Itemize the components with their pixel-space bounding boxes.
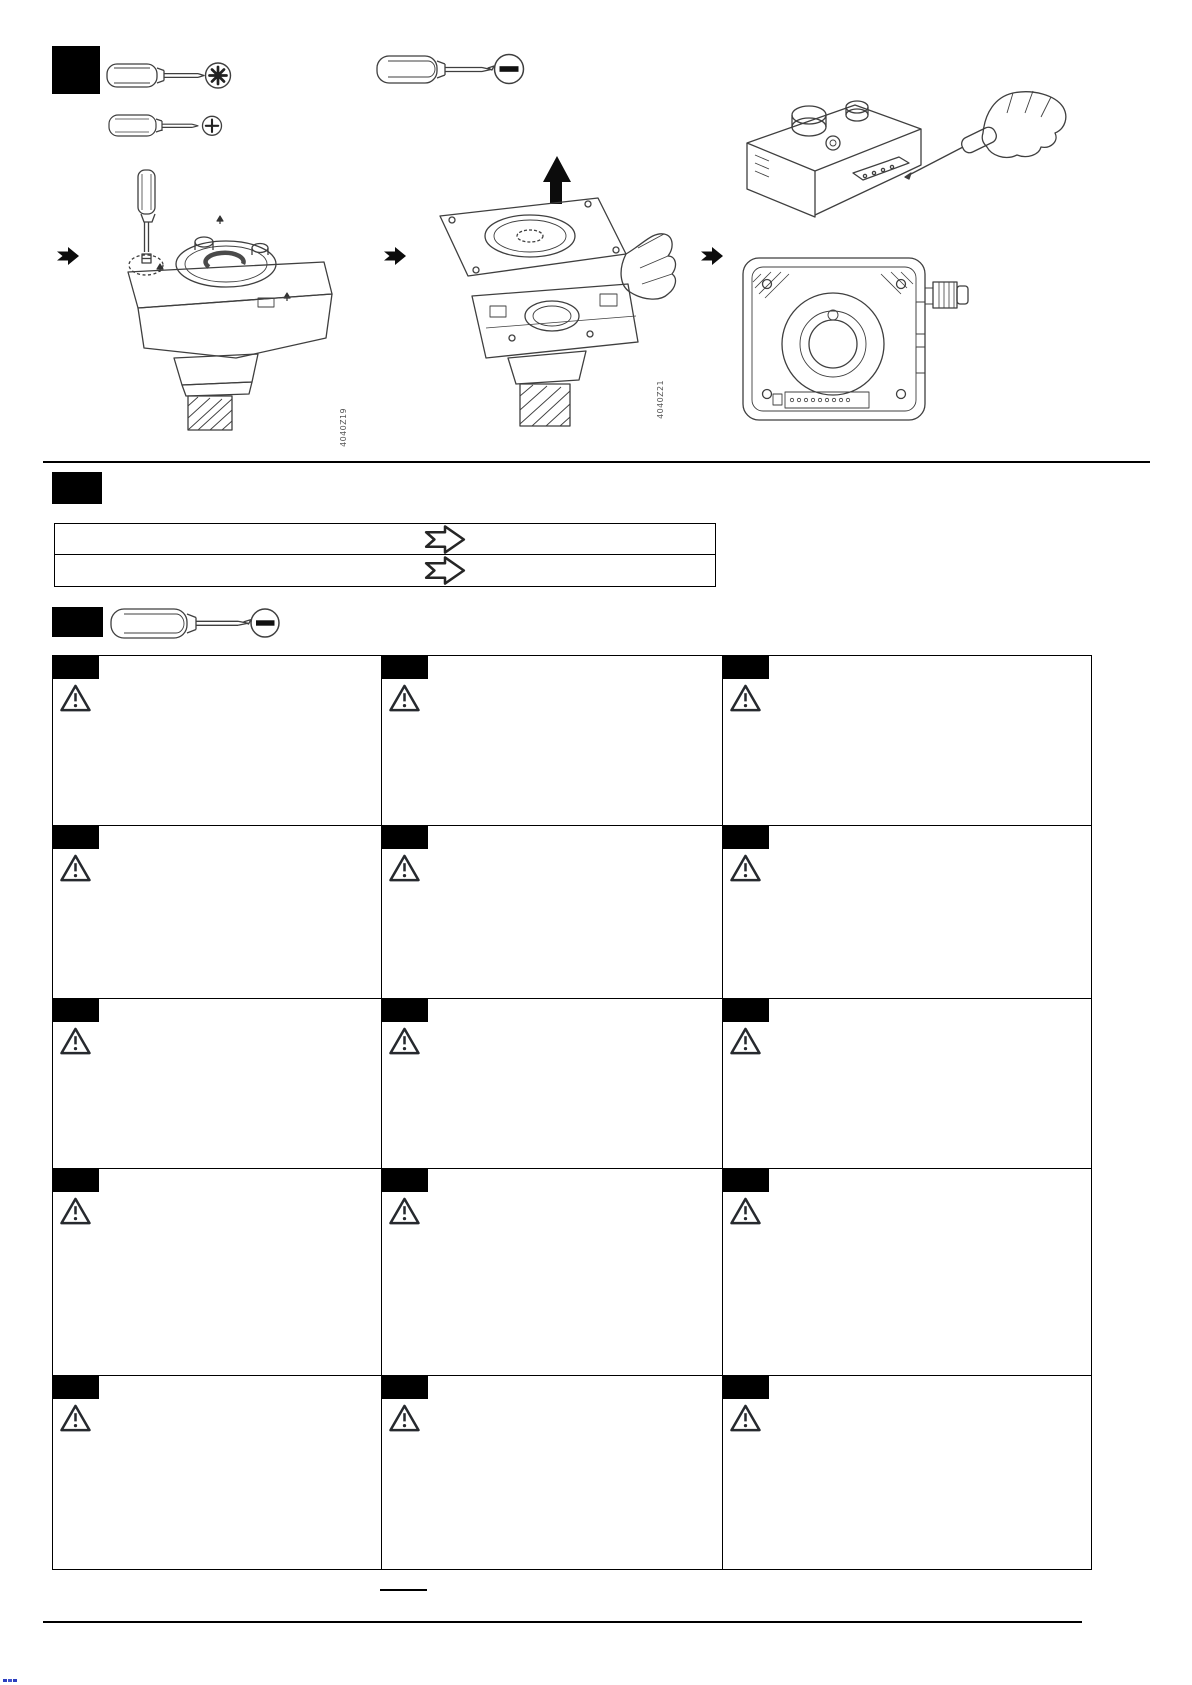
black-step-box	[52, 472, 102, 504]
black-label-box	[723, 1169, 769, 1192]
warning-triangle-icon	[730, 1197, 761, 1225]
warning-cell	[723, 1376, 1091, 1569]
procedure-arrow-table	[54, 523, 716, 587]
warning-cell	[53, 1376, 382, 1569]
warning-cell	[382, 826, 723, 999]
warning-triangle-icon	[730, 1027, 761, 1055]
black-label-box	[53, 656, 99, 679]
black-step-box	[52, 607, 103, 637]
phillips-screwdriver-icon	[108, 110, 226, 142]
black-label-box	[382, 1169, 428, 1192]
footer-rule	[43, 1621, 1082, 1623]
black-label-box	[382, 1376, 428, 1399]
pozidriv-screwdriver-icon	[106, 56, 236, 96]
footnote-rule	[380, 1589, 427, 1591]
black-label-box	[53, 1169, 99, 1192]
warning-triangle-icon	[60, 1404, 91, 1432]
warning-cell	[382, 999, 723, 1169]
warning-triangle-icon	[60, 1197, 91, 1225]
figure-housing-base-illustration	[733, 252, 983, 427]
black-label-box	[723, 826, 769, 849]
warning-triangle-icon	[389, 684, 420, 712]
figure-lift-cover-illustration	[428, 148, 678, 433]
figure-wiring-illustration	[733, 85, 1073, 240]
procedure-row	[55, 555, 715, 586]
warning-triangle-icon	[389, 854, 420, 882]
black-label-box	[382, 999, 428, 1022]
warning-table	[52, 655, 1092, 1570]
right-arrow-bullet-icon	[56, 246, 80, 266]
warning-triangle-icon	[60, 854, 91, 882]
hollow-chevron-right-arrow-icon	[424, 525, 466, 554]
warning-cell	[382, 1169, 723, 1376]
warning-cell	[723, 826, 1091, 999]
warning-triangle-icon	[730, 684, 761, 712]
warning-triangle-icon	[389, 1197, 420, 1225]
slotted-screwdriver-icon	[376, 50, 528, 88]
black-label-box	[382, 826, 428, 849]
black-step-box	[52, 46, 100, 94]
black-label-box	[723, 1376, 769, 1399]
warning-triangle-icon	[60, 1027, 91, 1055]
procedure-row	[55, 524, 715, 555]
warning-cell	[53, 656, 382, 826]
black-label-box	[723, 656, 769, 679]
warning-triangle-icon	[389, 1027, 420, 1055]
warning-triangle-icon	[60, 684, 91, 712]
right-arrow-bullet-icon	[383, 246, 407, 266]
warning-triangle-icon	[389, 1404, 420, 1432]
warning-cell	[53, 999, 382, 1169]
right-arrow-bullet-icon	[700, 246, 724, 266]
section-divider-rule	[43, 461, 1150, 463]
hollow-chevron-right-arrow-icon	[424, 556, 466, 585]
warning-cell	[723, 1169, 1091, 1376]
warning-cell	[53, 826, 382, 999]
black-label-box	[723, 999, 769, 1022]
warning-cell	[53, 1169, 382, 1376]
black-label-box	[53, 826, 99, 849]
warning-triangle-icon	[730, 1404, 761, 1432]
warning-cell	[382, 656, 723, 826]
black-label-box	[382, 656, 428, 679]
figure-code-1: 4040Z19	[339, 408, 348, 447]
figure-unscrew-cover-illustration	[108, 168, 348, 433]
warning-triangle-icon	[730, 854, 761, 882]
black-label-box	[53, 999, 99, 1022]
black-label-box	[53, 1376, 99, 1399]
warning-cell	[723, 999, 1091, 1169]
warning-cell	[382, 1376, 723, 1569]
warning-cell	[723, 656, 1091, 826]
figure-code-2: 4040Z21	[656, 380, 665, 419]
slotted-screwdriver-icon	[110, 604, 282, 642]
print-registration-mark	[3, 1679, 17, 1683]
